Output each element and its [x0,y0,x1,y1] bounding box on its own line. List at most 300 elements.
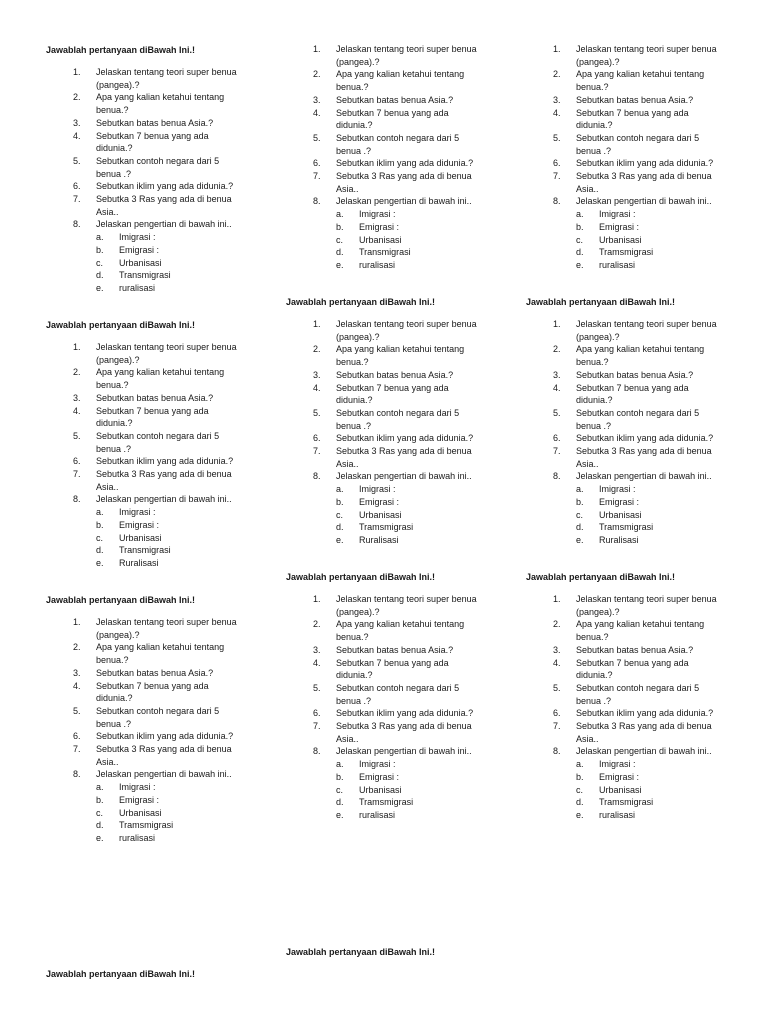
question-text: Sebutkan iklim yang ada didunia.? [336,433,474,444]
question-item [46,730,246,743]
section-heading: Jawablah pertanyaan diBawah Ini.! [286,947,436,957]
question-number: 6. [553,708,561,719]
question-number: 2. [553,344,561,355]
question-number: 1. [73,617,81,627]
question-text: Sebutkan contoh negara dari 5 benua .? [336,682,460,706]
sub-text: Urbanisasi [599,234,642,245]
sub-letter: b. [96,794,104,805]
question-text: Jelaskan tentang teori super benua (pangea).? [576,594,717,617]
question-text: Jelaskan pengertian di bawah ini.. [576,746,712,757]
sub-item [46,519,246,532]
question-number: 7. [73,194,81,205]
sub-item [46,269,246,282]
sub-item [286,534,486,547]
sub-letter: e. [336,259,344,270]
question-text: Sebutkan iklim yang ada didunia.? [576,708,714,719]
sub-letter: d. [96,545,104,556]
sub-letter: a. [336,209,344,220]
question-number: 8. [73,769,81,780]
question-item [286,407,486,432]
question-number: 7. [313,446,321,457]
question-item [286,682,486,707]
question-text: Sebutkan iklim yang ada didunia.? [96,181,234,192]
sub-letter: c. [336,234,344,245]
sub-text: Ruralisasi [599,534,639,545]
sub-text: ruralisasi [119,282,156,293]
question-number: 2. [313,69,321,80]
sub-letter: e. [96,557,104,568]
sub-text: Imigrasi : [599,759,636,770]
sub-letter: a. [576,759,584,770]
sub-text: Emigrasi : [359,771,400,782]
question-item [46,616,246,641]
question-item [46,117,246,130]
question-number: 8. [73,494,81,505]
question-item [286,644,486,657]
sub-text: Imigrasi : [359,759,396,770]
question-text: Jelaskan pengertian di bawah ini.. [96,494,232,505]
question-text: Sebutkan 7 benua yang ada didunia.? [336,107,449,131]
sub-text: Urbanisasi [119,807,162,818]
question-item [526,432,726,445]
question-text: Sebutkan batas benua Asia.? [96,117,214,128]
sub-item [46,819,246,832]
question-text: Sebutkan 7 benua yang ada didunia.? [336,382,449,406]
sub-text: Emigrasi : [599,221,640,232]
question-block [286,318,486,547]
question-number: 1. [313,319,321,329]
question-number: 2. [553,619,561,630]
question-text: Sebutkan batas benua Asia.? [576,94,694,105]
question-number: 2. [553,69,561,80]
question-number: 8. [553,196,561,207]
sub-text: Tramsmigrasi [359,797,414,808]
sub-text: ruralisasi [359,809,396,820]
question-item [46,155,246,180]
sub-item [526,483,726,496]
question-text: Jelaskan tentang teori super benua (pangea).? [96,617,237,640]
question-number: 7. [553,446,561,457]
question-number: 1. [553,44,561,54]
question-item [286,157,486,170]
question-item [46,130,246,155]
question-item [526,682,726,707]
question-number: 8. [553,471,561,482]
question-item [526,94,726,107]
sub-item [286,809,486,822]
section-heading: Jawablah pertanyaan diBawah Ini.! [46,45,196,55]
question-text: Apa yang kalian ketahui tentang benua.? [336,344,465,368]
question-block [46,66,246,295]
sub-item [46,832,246,845]
question-item [286,720,486,745]
question-number: 6. [73,456,81,467]
question-text: Sebutkan 7 benua yang ada didunia.? [576,657,689,681]
sub-letter: d. [576,797,584,808]
question-text: Apa yang kalian ketahui tentang benua.? [96,92,225,116]
question-number: 5. [313,132,321,143]
question-text: Sebutka 3 Ras yang ada di benua Asia.. [96,469,232,492]
question-number: 5. [73,155,81,166]
question-number: 7. [73,469,81,480]
sub-letter: e. [576,259,584,270]
question-text: Jelaskan tentang teori super benua (pangea).? [336,319,477,342]
sub-text: Imigrasi : [359,209,396,220]
question-number: 3. [73,392,81,403]
question-text: Sebutkan batas benua Asia.? [96,667,214,678]
sub-letter: a. [336,759,344,770]
question-number: 6. [553,433,561,444]
sub-item [286,496,486,509]
sub-text: Transmigrasi [119,545,171,556]
sub-letter: c. [96,257,104,268]
sub-letter: c. [96,807,104,818]
sub-text: ruralisasi [599,809,636,820]
sub-letter: d. [576,522,584,533]
sub-text: Ruralisasi [359,534,399,545]
sub-text: Urbanisasi [359,234,402,245]
question-number: 8. [313,746,321,757]
sub-text: Tramsmigrasi [119,820,174,831]
question-text: Apa yang kalian ketahui tentang benua.? [336,619,465,643]
sub-item [526,221,726,234]
sub-text: ruralisasi [359,259,396,270]
sub-letter: e. [576,534,584,545]
question-text: Sebutkan contoh negara dari 5 benua .? [336,132,460,156]
question-text: Apa yang kalian ketahui tentang benua.? [336,69,465,93]
sub-item [286,259,486,272]
question-number: 5. [313,407,321,418]
sub-letter: c. [576,234,584,245]
question-block [286,43,486,272]
sub-text: Tramsmigrasi [599,247,654,258]
question-number: 4. [313,107,321,118]
question-number: 2. [73,367,81,378]
sub-item [46,544,246,557]
sub-text: Tramsmigrasi [599,797,654,808]
question-number: 6. [73,731,81,742]
question-text: Sebutkan batas benua Asia.? [96,392,214,403]
question-text: Jelaskan tentang teori super benua (pangea).? [336,44,477,67]
sub-item [526,496,726,509]
question-text: Sebutkan batas benua Asia.? [336,369,454,380]
question-item [286,68,486,93]
sub-letter: b. [576,496,584,507]
question-item [526,157,726,170]
question-number: 5. [553,682,561,693]
question-text: Sebutka 3 Ras yang ada di benua Asia.. [576,171,712,194]
sub-letter: a. [96,507,104,518]
question-text: Sebutkan contoh negara dari 5 benua .? [96,430,220,454]
question-number: 8. [313,196,321,207]
question-text: Sebutkan 7 benua yang ada didunia.? [96,405,209,429]
question-number: 7. [553,721,561,732]
sub-text: Tramsmigrasi [359,522,414,533]
question-text: Jelaskan pengertian di bawah ini.. [576,196,712,207]
section-heading: Jawablah pertanyaan diBawah Ini.! [46,595,196,605]
sub-letter: e. [336,534,344,545]
section-heading: Jawablah pertanyaan diBawah Ini.! [526,297,676,307]
sub-letter: d. [96,270,104,281]
question-number: 7. [313,171,321,182]
sub-letter: a. [96,782,104,793]
sub-text: Ruralisasi [119,557,159,568]
sub-letter: e. [576,809,584,820]
question-number: 5. [553,407,561,418]
question-number: 1. [73,67,81,77]
question-text: Sebutkan iklim yang ada didunia.? [336,708,474,719]
sub-letter: c. [576,784,584,795]
question-text: Sebutkan contoh negara dari 5 benua .? [336,407,460,431]
sub-item [286,483,486,496]
question-item [526,657,726,682]
question-number: 4. [553,382,561,393]
sub-text: Imigrasi : [119,507,156,518]
sub-item [526,758,726,771]
question-text: Sebutka 3 Ras yang ada di benua Asia.. [336,446,472,469]
question-text: Jelaskan tentang teori super benua (pangea).? [576,319,717,342]
question-text: Sebutka 3 Ras yang ada di benua Asia.. [96,744,232,767]
question-number: 3. [553,94,561,105]
question-item [286,195,486,208]
question-item [526,132,726,157]
question-text: Jelaskan pengertian di bawah ini.. [96,219,232,230]
sub-text: Urbanisasi [359,784,402,795]
sub-letter: e. [96,832,104,843]
sub-letter: b. [96,519,104,530]
sub-item [46,807,246,820]
question-block [46,616,246,845]
question-number: 2. [73,92,81,103]
sub-text: Urbanisasi [359,509,402,520]
question-number: 7. [313,721,321,732]
sub-item [526,784,726,797]
question-block [286,593,486,822]
sub-text: Urbanisasi [599,784,642,795]
question-text: Sebutkan iklim yang ada didunia.? [576,158,714,169]
question-text: Jelaskan pengertian di bawah ini.. [576,471,712,482]
question-item [286,94,486,107]
question-item [46,193,246,218]
sub-item [46,282,246,295]
sub-item [286,771,486,784]
sub-text: Urbanisasi [119,257,162,268]
question-item [526,43,726,68]
sub-letter: b. [576,221,584,232]
question-number: 7. [553,171,561,182]
sub-letter: a. [576,484,584,495]
question-item [46,493,246,506]
question-item [286,593,486,618]
question-text: Apa yang kalian ketahui tentang benua.? [96,367,225,391]
question-item [46,680,246,705]
question-text: Sebutkan 7 benua yang ada didunia.? [336,657,449,681]
sub-item [46,794,246,807]
question-number: 3. [313,94,321,105]
section-heading: Jawablah pertanyaan diBawah Ini.! [286,572,436,582]
question-item [526,68,726,93]
question-item [526,720,726,745]
sub-letter: d. [576,247,584,258]
question-text: Apa yang kalian ketahui tentang benua.? [576,619,705,643]
sub-letter: a. [96,232,104,243]
section-heading: Jawablah pertanyaan diBawah Ini.! [286,297,436,307]
question-number: 3. [73,117,81,128]
sub-item [286,796,486,809]
question-text: Sebutkan iklim yang ada didunia.? [96,731,234,742]
sub-item [46,244,246,257]
sub-letter: e. [336,809,344,820]
question-text: Sebutkan 7 benua yang ada didunia.? [96,130,209,154]
question-item [286,470,486,483]
question-item [526,170,726,195]
question-number: 5. [553,132,561,143]
question-item [46,180,246,193]
question-item [526,644,726,657]
question-number: 1. [313,594,321,604]
question-number: 1. [553,594,561,604]
question-item [526,343,726,368]
question-item [286,657,486,682]
question-item [286,432,486,445]
sub-letter: c. [96,532,104,543]
question-number: 4. [73,405,81,416]
sub-letter: b. [336,496,344,507]
question-item [46,405,246,430]
question-item [286,382,486,407]
question-number: 6. [313,158,321,169]
question-item [526,407,726,432]
question-text: Sebutka 3 Ras yang ada di benua Asia.. [336,171,472,194]
question-text: Sebutkan batas benua Asia.? [336,644,454,655]
sub-letter: a. [336,484,344,495]
sub-item [286,758,486,771]
question-text: Sebutkan 7 benua yang ada didunia.? [96,680,209,704]
question-number: 6. [313,433,321,444]
section-heading: Jawablah pertanyaan diBawah Ini.! [46,969,196,979]
question-item [526,707,726,720]
sub-text: Emigrasi : [599,771,640,782]
question-text: Sebutkan 7 benua yang ada didunia.? [576,382,689,406]
question-number: 7. [73,744,81,755]
question-item [526,593,726,618]
sub-item [46,231,246,244]
sub-item [286,221,486,234]
question-text: Apa yang kalian ketahui tentang benua.? [576,69,705,93]
sub-item [526,809,726,822]
sub-text: Emigrasi : [359,496,400,507]
question-item [46,743,246,768]
question-block [46,341,246,570]
question-item [46,366,246,391]
sub-item [46,257,246,270]
question-text: Sebutkan contoh negara dari 5 benua .? [96,705,220,729]
sub-text: Urbanisasi [599,509,642,520]
question-item [286,707,486,720]
question-number: 5. [313,682,321,693]
sub-text: ruralisasi [599,259,636,270]
question-text: Jelaskan pengertian di bawah ini.. [336,196,472,207]
sub-letter: c. [576,509,584,520]
question-number: 1. [313,44,321,54]
sub-text: Urbanisasi [119,532,162,543]
question-text: Apa yang kalian ketahui tentang benua.? [96,642,225,666]
question-text: Jelaskan tentang teori super benua (pangea).? [336,594,477,617]
section-heading: Jawablah pertanyaan diBawah Ini.! [46,320,196,330]
sub-text: Emigrasi : [119,244,160,255]
question-text: Jelaskan pengertian di bawah ini.. [336,471,472,482]
question-number: 8. [313,471,321,482]
sub-text: Emigrasi : [599,496,640,507]
question-number: 3. [313,369,321,380]
question-item [526,318,726,343]
question-number: 3. [553,369,561,380]
question-item [46,455,246,468]
question-number: 2. [313,344,321,355]
sub-item [286,208,486,221]
question-number: 5. [73,430,81,441]
question-item [46,430,246,455]
sub-item [46,781,246,794]
question-text: Sebutka 3 Ras yang ada di benua Asia.. [576,721,712,744]
sub-item [46,532,246,545]
sub-letter: b. [336,771,344,782]
question-number: 2. [73,642,81,653]
sub-text: Imigrasi : [119,782,156,793]
question-text: Sebutkan contoh negara dari 5 benua .? [576,407,700,431]
question-number: 5. [73,705,81,716]
question-number: 1. [553,319,561,329]
sub-item [526,521,726,534]
question-text: Sebutkan contoh negara dari 5 benua .? [576,132,700,156]
question-text: Sebutkan 7 benua yang ada didunia.? [576,107,689,131]
question-number: 3. [553,644,561,655]
sub-item [46,557,246,570]
question-text: Sebutkan iklim yang ada didunia.? [96,456,234,467]
question-text: Sebutkan iklim yang ada didunia.? [576,433,714,444]
question-item [46,392,246,405]
sub-text: Imigrasi : [359,484,396,495]
sub-item [526,534,726,547]
question-item [286,132,486,157]
question-text: Jelaskan tentang teori super benua (pangea).? [576,44,717,67]
sub-item [526,208,726,221]
question-number: 3. [313,644,321,655]
question-item [526,107,726,132]
question-item [526,445,726,470]
question-text: Sebutkan contoh negara dari 5 benua .? [576,682,700,706]
question-block [526,593,726,822]
sub-text: Emigrasi : [119,794,160,805]
sub-text: Emigrasi : [119,519,160,530]
sub-text: Emigrasi : [359,221,400,232]
question-text: Sebutkan iklim yang ada didunia.? [336,158,474,169]
question-number: 8. [553,746,561,757]
question-number: 2. [313,619,321,630]
question-text: Sebutka 3 Ras yang ada di benua Asia.. [336,721,472,744]
question-item [286,343,486,368]
sub-letter: d. [96,820,104,831]
sub-letter: b. [96,244,104,255]
question-item [526,470,726,483]
question-item [526,618,726,643]
sub-text: Transmigrasi [119,270,171,281]
question-number: 4. [553,107,561,118]
sub-text: Transmigrasi [359,247,411,258]
sub-text: Imigrasi : [599,484,636,495]
sub-letter: a. [576,209,584,220]
question-item [46,768,246,781]
